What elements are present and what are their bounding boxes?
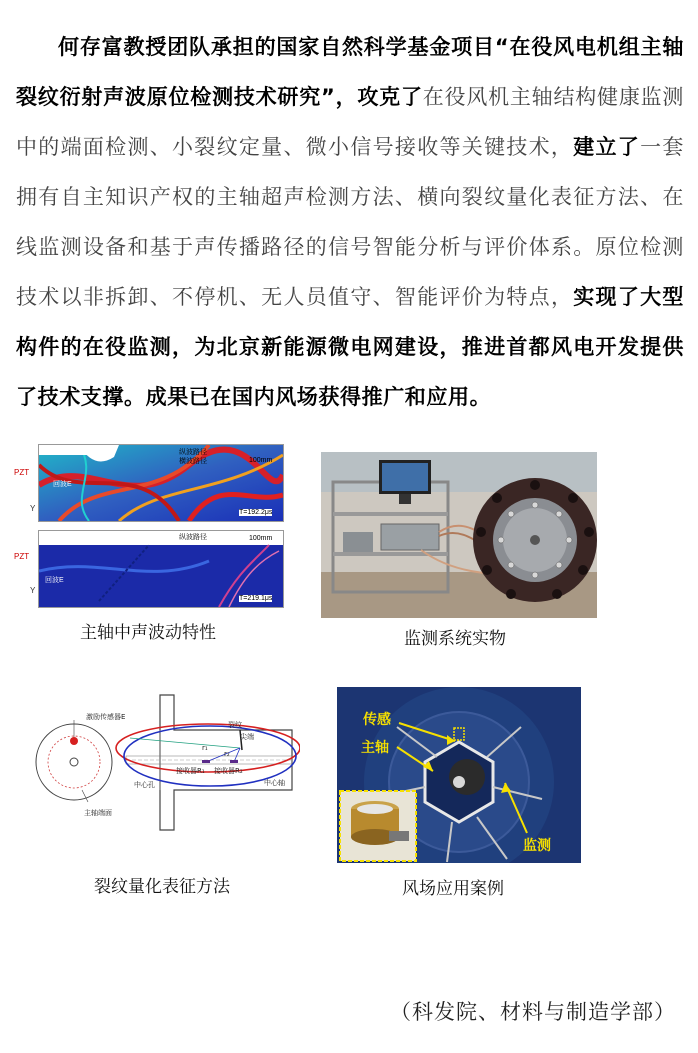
monitoring-system-photo (321, 452, 597, 618)
label-monitor-photo: 监测 (523, 838, 551, 854)
caption-crack-quantification: 裂纹量化表征方法 (94, 877, 230, 897)
paragraph-bold-2: 建立了 (573, 135, 641, 159)
label-receiver-r2: 接收器R₂ (214, 767, 243, 775)
wave-panel-top (38, 444, 284, 522)
label-center-axis: 中心轴 (264, 779, 285, 787)
paragraph-bold-3: 实现了大型构件的在役监测，为北京新能源微电网建设，推进首都风电开发提供了技术支撑。成果已在国内风场获得推广和应用。 (16, 285, 685, 409)
wave-panel-bottom (38, 530, 284, 608)
scale-label: 100mm (249, 457, 273, 464)
label-r2: r₂ (224, 750, 230, 758)
scale-label-2: 100mm (249, 535, 273, 542)
wave-label-top: 回波E (53, 481, 72, 488)
label-r1: r₁ (202, 744, 208, 752)
paragraph-normal-1: 在役风机主轴结构健康监测中的端面检测、小裂纹定量、微小信号接收等关键技术， (16, 85, 685, 159)
label-sensor-e: 激励传感器E (86, 713, 126, 721)
label-shaft-photo: 主轴 (361, 740, 389, 756)
paragraph-normal-2: 一套拥有自主知识产权的主轴超声检测方法、横向裂纹量化表征方法、在线监测设备和基于声传播路径的信号智能分析与评价体系。原位检测技术以非拆卸、不停机、无人员值守、智能评价为特点， (16, 135, 684, 309)
pzt-label-top: PZT (14, 468, 30, 477)
y-label-bottom: Y (30, 586, 36, 595)
wave-label-bottom: 回波E (45, 577, 64, 584)
crack-diagram-svg (30, 690, 300, 840)
legend-long-label-2: 纵波路径 (179, 534, 207, 541)
pzt-label-bottom: PZT (14, 552, 30, 561)
label-receiver-r1: 接收器R₁ (176, 767, 205, 775)
wind-field-photo (337, 687, 581, 863)
crack-quantification-diagram (30, 690, 300, 840)
caption-monitoring-system: 监测系统实物 (404, 629, 506, 649)
y-label-top: Y (30, 504, 36, 513)
label-crack: 裂纹 (228, 721, 242, 729)
legend-trans-label: 横波路径 (179, 458, 207, 465)
body-paragraph (16, 22, 684, 422)
label-end-face: 主轴端面 (84, 809, 112, 817)
caption-wind-field-application: 风场应用案例 (402, 879, 504, 899)
monitoring-system-illustration (321, 452, 597, 618)
footer-department: （科发院、材料与制造学部） (390, 1000, 676, 1024)
paragraph-bold-intro: 何存富教授团队承担的国家自然科学基金项目“在役风电机组主轴裂纹衍射声波原位检测技术研究”，攻克了 (16, 35, 684, 109)
time-label-top: T=192.2μs (239, 509, 273, 516)
label-sensor-photo: 传感 (363, 712, 391, 728)
caption-wave-characteristics: 主轴中声波动特性 (80, 623, 216, 643)
wave-simulation-figure (14, 444, 288, 610)
label-tip: 尖端 (240, 733, 254, 741)
label-center-hole: 中心孔 (134, 781, 155, 789)
legend-long-label: 纵波路径 (179, 449, 207, 456)
time-label-bottom: T=219.1μs (239, 595, 273, 602)
